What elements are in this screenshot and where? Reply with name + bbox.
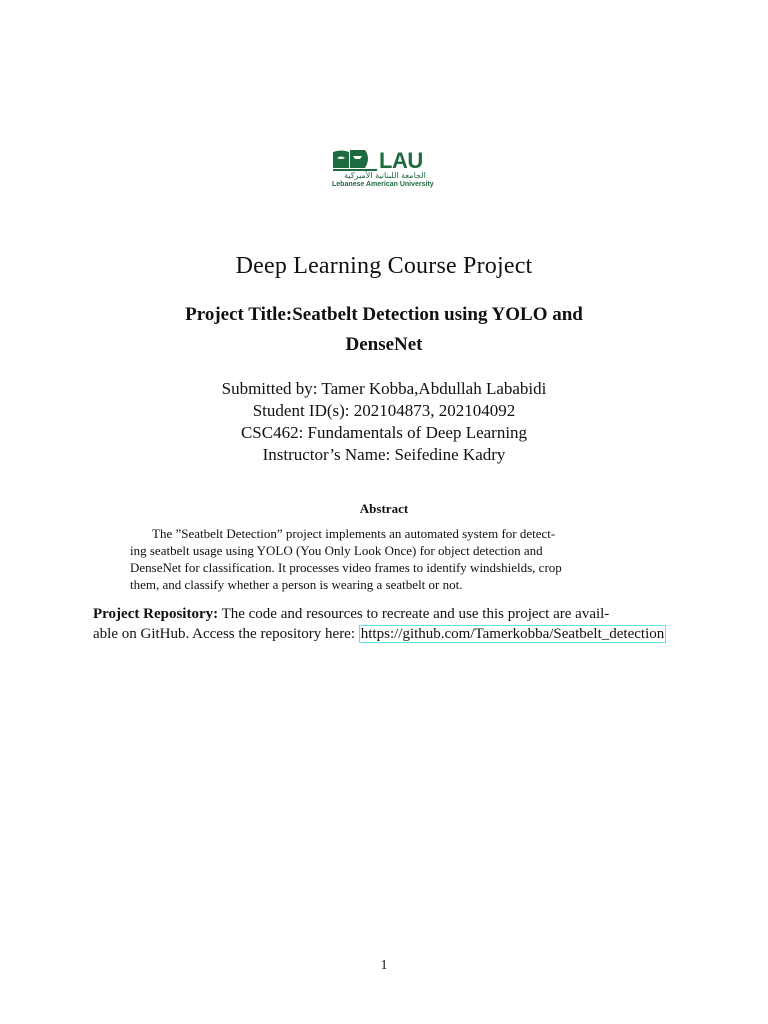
- repository-label: Project Repository:: [93, 606, 219, 622]
- page-number: 1: [380, 958, 388, 973]
- project-title-line-2: DenseNet: [345, 334, 423, 355]
- abstract-line: The ”Seatbelt Detection” project implements an automated system for detect-: [152, 526, 556, 541]
- submitted-by: Submitted by: Tamer Kobba,Abdullah Lababidi: [221, 379, 547, 398]
- lau-emblem-icon: [331, 148, 379, 172]
- instructor-name: Instructor’s Name: Seifedine Kadry: [262, 445, 506, 464]
- student-ids: Student ID(s): 202104873, 202104092: [252, 401, 516, 420]
- repository-link[interactable]: https://github.com/Tamerkobba/Seatbelt_detection: [360, 626, 665, 642]
- logo-wordmark: LAU: [379, 148, 423, 173]
- abstract-line: them, and classify whether a person is wearing a seatbelt or not.: [130, 577, 463, 592]
- repository-text-1: The code and resources to recreate and use this project are avail-: [221, 606, 610, 622]
- logo-subtitle: Lebanese American University: [332, 181, 434, 188]
- logo-arabic-text: الجامعة اللبنانية الأميركية: [344, 171, 426, 180]
- document-title: Deep Learning Course Project: [235, 253, 533, 279]
- repository-line-2: [93, 624, 666, 644]
- repository-text-2: able on GitHub. Access the repository here:: [93, 626, 356, 642]
- abstract-line: DenseNet for classification. It processes video frames to identify windshields, crop: [130, 560, 562, 575]
- abstract-line: ing seatbelt usage using YOLO (You Only Look Once) for object detection and: [130, 543, 543, 558]
- lau-logo: [331, 148, 439, 190]
- course-name: CSC462: Fundamentals of Deep Learning: [240, 423, 528, 442]
- repository-line-1: [93, 604, 609, 624]
- abstract-heading: Abstract: [359, 501, 409, 516]
- project-title-line-1: Project Title:Seatbelt Detection using YOLO and: [185, 304, 583, 325]
